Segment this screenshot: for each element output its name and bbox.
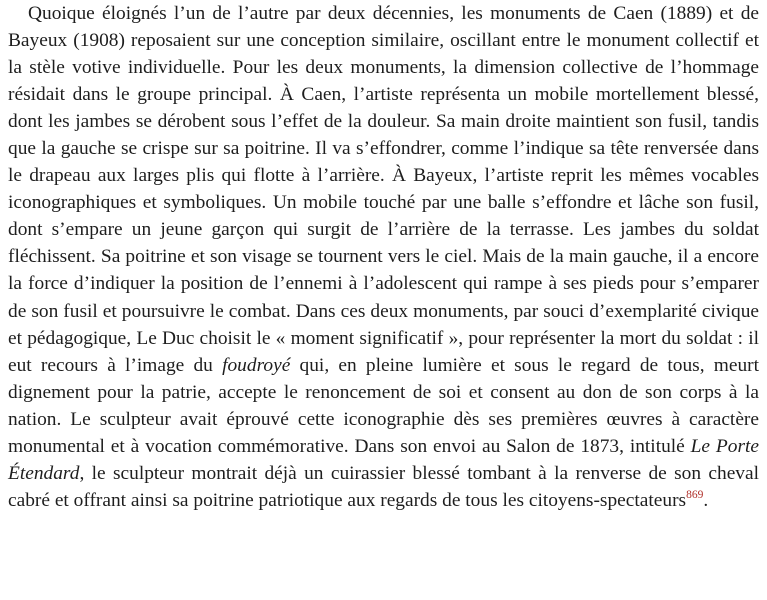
- paragraph-text-part1: Quoique éloignés l’un de l’autre par deux décennies, les monuments de Caen (1889) et de Bayeux (1908) reposaient sur une conception similaire, oscillant entre le monument collectif et la stèle votive individuelle. Pour les deux monuments, la dimension collective de l’hommage résidait dans le groupe principal. À Caen, l’artiste représenta un mobile mortellement blessé, dont les jambes se dérobent sous l’effet de la douleur. Sa main droite maintient son fusil, tandis que la gauche se crispe sur sa poitrine. Il va s’effondrer, comme l’indique sa tête renversée dans le drapeau aux larges plis qui flotte à l’arrière. À Bayeux, l’artiste reprit les mêmes vocables iconographiques et symboliques. Un mobile touché par une balle s’effondre et lâche son fusil, dont s’empare un jeune garçon qui surgit de l’arrière de la terrasse. Les jambes du soldat fléchissent. Sa poitrine et son visage se tournent vers le ciel. Mais de la main gauche, il a encore la force d’indiquer la position de l’ennemi à l’adolescent qui rampe à ses pieds pour s’emparer de son fusil et poursuivre le combat. Dans ces deux monuments, par souci d’exemplarité civique et pédagogique, Le Duc choisit le « moment significatif », pour représenter la mort du soldat : il eut recours à l’image du: [8, 3, 759, 376]
- paragraph-end-punctuation: .: [703, 489, 709, 511]
- footnote-reference-link[interactable]: 869: [686, 488, 704, 501]
- body-paragraph: [8, 0, 759, 514]
- paragraph-text-part2: qui, en pleine lumière et sous le regard de tous, meurt dignement pour la patrie, accepte le renoncement de soi et consent au don de son corps à la nation. Le sculpteur avait éprouvé cette iconographie dès ses premières œuvres à caractère monumental et à vocation commémorative. Dans son envoi au Salon de 1873, intitulé: [8, 354, 759, 457]
- emphasis-foudroye: foudroyé: [222, 354, 291, 376]
- paragraph-text-part3: , le sculpteur montrait déjà un cuirassier blessé tombant à la renverse de son cheval cabré et offrant ainsi sa poitrine patriotique aux regards de tous les citoyens-spectateurs: [8, 462, 759, 511]
- work-title-porte-etendard: Le Porte Étendard: [8, 435, 759, 484]
